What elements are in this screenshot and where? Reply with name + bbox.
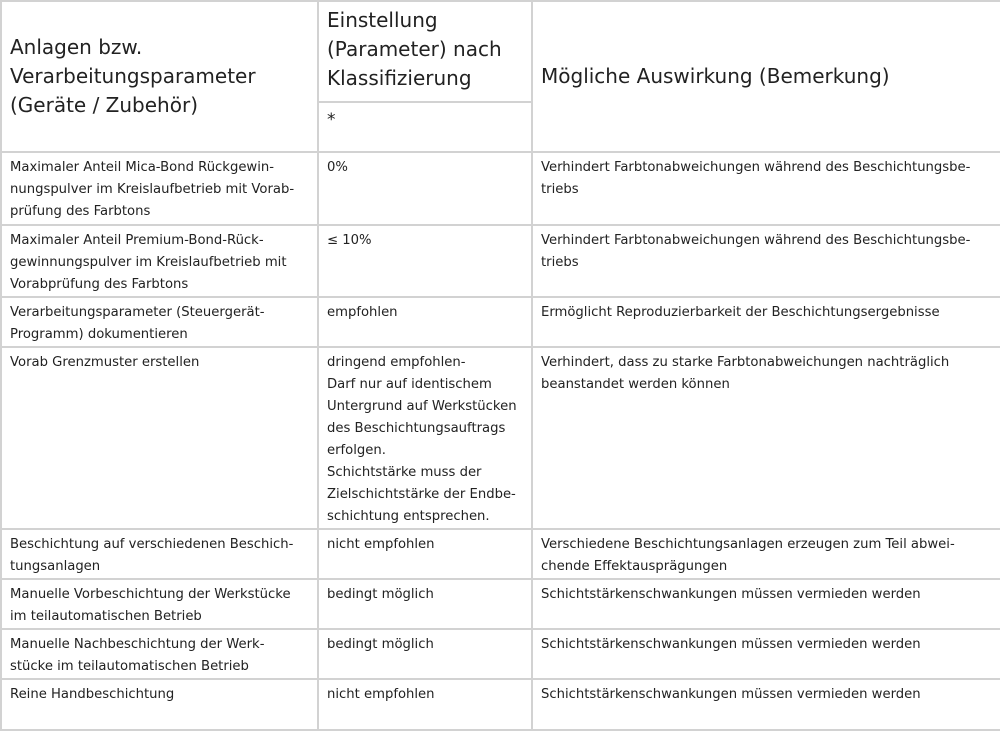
row-parameter-text: Verarbeitungsparameter (Steuergerät- Programm) dokumentieren: [10, 305, 265, 342]
row-effect-text: Verhindert Farbtonabweichungen während des Beschichtungsbe- triebs: [541, 160, 971, 197]
row-effect-text: Schichtstärkenschwankungen müssen vermieden werden: [541, 587, 921, 602]
row-setting: [318, 529, 532, 579]
table-row: [1, 347, 1000, 529]
header-setting: [318, 1, 532, 102]
row-parameter-text: Manuelle Vorbeschichtung der Werkstücke im teilautomatischen Betrieb: [10, 587, 291, 624]
table-row: [1, 225, 1000, 297]
header-parameter: [1, 1, 318, 152]
row-effect: [532, 579, 1000, 629]
row-setting: [318, 347, 532, 529]
row-setting: [318, 579, 532, 629]
row-setting-text: bedingt möglich: [327, 637, 434, 652]
header-row: [1, 1, 1000, 102]
row-parameter: [1, 679, 318, 730]
header-effect-text: Mögliche Auswirkung (Bemerkung): [541, 64, 890, 88]
row-parameter: [1, 347, 318, 529]
row-setting-text: ≤ 10%: [327, 233, 372, 248]
header-effect: [532, 1, 1000, 152]
row-setting: [318, 679, 532, 730]
row-effect: [532, 152, 1000, 225]
row-parameter-text: Beschichtung auf verschiedenen Beschich- tungsanlagen: [10, 537, 294, 574]
row-parameter-text: Maximaler Anteil Premium-Bond-Rück- gewinnungspulver im Kreislaufbetrieb mit Vorabprüfung des Farbtons: [10, 233, 287, 292]
row-effect-text: Ermöglicht Reproduzierbarkeit der Beschichtungsergebnisse: [541, 305, 940, 320]
row-parameter-text: Reine Handbeschichtung: [10, 687, 175, 702]
row-setting: [318, 629, 532, 679]
table-row: [1, 529, 1000, 579]
row-parameter: [1, 629, 318, 679]
header-setting-sub-text: *: [327, 110, 336, 130]
row-parameter-text: Vorab Grenzmuster erstellen: [10, 355, 200, 370]
row-effect: [532, 679, 1000, 730]
row-effect: [532, 347, 1000, 529]
header-parameter-text: Anlagen bzw. Verarbeitungsparameter (Geräte / Zubehör): [10, 35, 256, 117]
row-parameter: [1, 225, 318, 297]
row-parameter: [1, 297, 318, 347]
row-effect: [532, 225, 1000, 297]
row-parameter-text: Manuelle Nachbeschichtung der Werk- stücke im teilautomatischen Betrieb: [10, 637, 265, 674]
row-setting-text: dringend empfohlen- Darf nur auf identischem Untergrund auf Werkstücken des Beschichtungsauftrags erfolgen. Schichtstärke muss der Zielschichtstärke der Endbe- schichtung entsprechen.: [327, 355, 517, 524]
row-effect-text: Verschiedene Beschichtungsanlagen erzeugen zum Teil abwei- chende Effektausprägungen: [541, 537, 955, 574]
header-setting-text: Einstellung (Parameter) nach Klassifizierung: [327, 8, 502, 90]
row-parameter: [1, 529, 318, 579]
row-parameter: [1, 579, 318, 629]
row-parameter-text: Maximaler Anteil Mica-Bond Rückgewin- nungspulver im Kreislaufbetrieb mit Vorab- prüfung des Farbtons: [10, 160, 295, 219]
row-setting-text: 0%: [327, 160, 348, 175]
row-effect: [532, 529, 1000, 579]
row-setting: [318, 225, 532, 297]
row-effect-text: Schichtstärkenschwankungen müssen vermieden werden: [541, 687, 921, 702]
header-setting-sub: [318, 102, 532, 152]
row-setting: [318, 152, 532, 225]
table-row: [1, 629, 1000, 679]
row-effect: [532, 297, 1000, 347]
table-row: [1, 679, 1000, 730]
row-parameter: [1, 152, 318, 225]
row-effect-text: Verhindert, dass zu starke Farbtonabweichungen nachträglich beanstandet werden können: [541, 355, 950, 392]
row-setting: [318, 297, 532, 347]
row-effect-text: Verhindert Farbtonabweichungen während des Beschichtungsbe- triebs: [541, 233, 971, 270]
row-effect: [532, 629, 1000, 679]
row-setting-text: nicht empfohlen: [327, 537, 435, 552]
table-row: [1, 297, 1000, 347]
row-setting-text: nicht empfohlen: [327, 687, 435, 702]
row-effect-text: Schichtstärkenschwankungen müssen vermieden werden: [541, 637, 921, 652]
table-row: [1, 579, 1000, 629]
row-setting-text: empfohlen: [327, 305, 398, 320]
row-setting-text: bedingt möglich: [327, 587, 434, 602]
table-row: [1, 152, 1000, 225]
